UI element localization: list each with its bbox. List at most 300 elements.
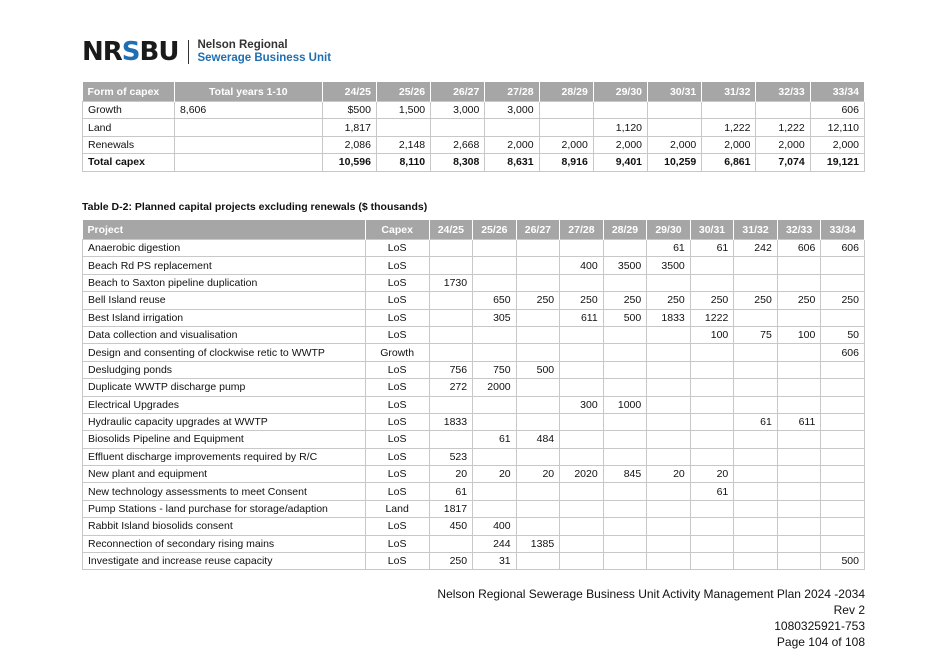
table-cell: 305 (473, 309, 517, 326)
project-row (83, 466, 865, 483)
table-cell (734, 379, 778, 396)
table-cell (516, 500, 560, 517)
table-cell (560, 431, 604, 448)
table-cell (431, 119, 485, 136)
project-row (83, 240, 865, 257)
table-cell: 250 (690, 292, 734, 309)
column-header: 24/25 (429, 220, 473, 240)
table-cell (560, 553, 604, 570)
table-cell (560, 448, 604, 465)
column-header: 28/29 (603, 220, 647, 240)
table-cell: LoS (365, 413, 429, 430)
table-cell: Hydraulic capacity upgrades at WWTP (83, 413, 366, 430)
table-cell: Growth (365, 344, 429, 361)
table-cell: Reconnection of secondary rising mains (83, 535, 366, 552)
table-cell: Effluent discharge improvements required by R/C (83, 448, 366, 465)
table-cell: LoS (365, 553, 429, 570)
table-cell: 450 (429, 518, 473, 535)
table-cell: 1000 (603, 396, 647, 413)
table-cell: LoS (365, 274, 429, 291)
capex-row (83, 136, 865, 153)
table-cell: 8,606 (174, 102, 322, 119)
table-cell (516, 379, 560, 396)
column-header: 26/27 (431, 82, 485, 102)
table-cell: 61 (473, 431, 517, 448)
column-header: Form of capex (83, 82, 175, 102)
table-cell (539, 102, 593, 119)
table-cell: 400 (473, 518, 517, 535)
table-cell (690, 396, 734, 413)
table-cell (821, 466, 865, 483)
table-cell: 2,000 (756, 136, 810, 153)
table-cell: 10,259 (648, 154, 702, 171)
project-row (83, 553, 865, 570)
table-cell: 244 (473, 535, 517, 552)
capex-row (83, 119, 865, 136)
project-row (83, 361, 865, 378)
table-cell (777, 553, 821, 570)
table-cell (429, 396, 473, 413)
projects-table-body (83, 240, 865, 570)
table-cell: Renewals (83, 136, 175, 153)
table-cell: 61 (647, 240, 691, 257)
table-cell: Investigate and increase reuse capacity (83, 553, 366, 570)
table-cell (777, 535, 821, 552)
table-cell: 31 (473, 553, 517, 570)
table-cell: 8,916 (539, 154, 593, 171)
table-cell (603, 361, 647, 378)
table-cell (560, 361, 604, 378)
table-cell: 750 (473, 361, 517, 378)
table-cell (603, 344, 647, 361)
table-cell (593, 102, 647, 119)
project-row (83, 292, 865, 309)
project-row (83, 274, 865, 291)
table-cell (821, 518, 865, 535)
table-cell (473, 326, 517, 343)
table-cell (429, 326, 473, 343)
column-header: 29/30 (593, 82, 647, 102)
table-cell (647, 361, 691, 378)
table-cell (777, 466, 821, 483)
project-row (83, 309, 865, 326)
table-cell (821, 309, 865, 326)
table-cell: 500 (516, 361, 560, 378)
table-cell: 250 (603, 292, 647, 309)
table-cell: 250 (560, 292, 604, 309)
table-cell (603, 431, 647, 448)
project-row (83, 518, 865, 535)
table-cell: 272 (429, 379, 473, 396)
table-cell (690, 431, 734, 448)
table-cell: LoS (365, 535, 429, 552)
column-header: 27/28 (485, 82, 539, 102)
table-cell (603, 518, 647, 535)
table-cell: 400 (560, 257, 604, 274)
table-cell: LoS (365, 448, 429, 465)
table-cell (690, 361, 734, 378)
table-cell (734, 431, 778, 448)
table-cell (734, 274, 778, 291)
table-cell (516, 413, 560, 430)
table-cell (603, 483, 647, 500)
table-cell (690, 518, 734, 535)
table-cell (648, 119, 702, 136)
table-cell (647, 535, 691, 552)
table-cell: 250 (734, 292, 778, 309)
table-cell (560, 500, 604, 517)
table-cell: 61 (690, 240, 734, 257)
table-cell (603, 274, 647, 291)
table-cell (516, 518, 560, 535)
table-cell (603, 379, 647, 396)
capex-table-body (83, 102, 865, 172)
table-cell (473, 344, 517, 361)
table-cell (821, 396, 865, 413)
table-cell (734, 396, 778, 413)
table-cell (603, 413, 647, 430)
table-cell: 8,308 (431, 154, 485, 171)
table-cell (734, 344, 778, 361)
table-cell: 1,120 (593, 119, 647, 136)
table-cell (821, 535, 865, 552)
project-row (83, 431, 865, 448)
column-header: 33/34 (821, 220, 865, 240)
table-cell: 8,110 (376, 154, 430, 171)
table-cell (690, 413, 734, 430)
column-header: 30/31 (690, 220, 734, 240)
table-cell (603, 240, 647, 257)
table-cell: Desludging ponds (83, 361, 366, 378)
project-row (83, 483, 865, 500)
table-cell: 250 (516, 292, 560, 309)
column-header: 30/31 (648, 82, 702, 102)
table-cell (702, 102, 756, 119)
table-cell (603, 326, 647, 343)
table-cell (690, 535, 734, 552)
table-cell (821, 500, 865, 517)
table-cell (647, 413, 691, 430)
table-cell (777, 500, 821, 517)
table-cell: 606 (810, 102, 864, 119)
table-cell (429, 344, 473, 361)
table-cell (560, 379, 604, 396)
column-header: 24/25 (322, 82, 376, 102)
table-cell: LoS (365, 483, 429, 500)
logo-text (197, 39, 331, 65)
table-cell (560, 483, 604, 500)
table-cell (539, 119, 593, 136)
table-cell: Total capex (83, 154, 175, 171)
table-cell: Anaerobic digestion (83, 240, 366, 257)
table-cell (647, 344, 691, 361)
table-cell: 7,074 (756, 154, 810, 171)
table-cell (777, 274, 821, 291)
table-cell: 1,222 (702, 119, 756, 136)
table-cell (777, 518, 821, 535)
project-row (83, 326, 865, 343)
table-cell: 2000 (473, 379, 517, 396)
table-cell (473, 413, 517, 430)
table-cell: Land (83, 119, 175, 136)
table-cell: Electrical Upgrades (83, 396, 366, 413)
table-cell: 1,817 (322, 119, 376, 136)
table-cell: Beach to Saxton pipeline duplication (83, 274, 366, 291)
table-cell (647, 553, 691, 570)
table-cell: 2,148 (376, 136, 430, 153)
table-cell: 2,000 (702, 136, 756, 153)
table-cell: 1730 (429, 274, 473, 291)
table-cell: 9,401 (593, 154, 647, 171)
table-cell: 1222 (690, 309, 734, 326)
table-cell (429, 240, 473, 257)
table-cell (821, 413, 865, 430)
table-cell: New plant and equipment (83, 466, 366, 483)
table-cell (560, 274, 604, 291)
table-cell (690, 553, 734, 570)
table-cell (734, 466, 778, 483)
table-cell: 606 (821, 240, 865, 257)
table-cell: 1,222 (756, 119, 810, 136)
table-cell (560, 413, 604, 430)
table-cell: 1,500 (376, 102, 430, 119)
table-cell (516, 274, 560, 291)
table-cell (516, 396, 560, 413)
table-cell: Growth (83, 102, 175, 119)
table-cell (647, 518, 691, 535)
footer-doc-id: 1080325921-753 (774, 619, 865, 633)
footer-title: Nelson Regional Sewerage Business Unit Activity Management Plan 2024 -2034 (437, 587, 865, 601)
table-cell (690, 379, 734, 396)
table-cell (777, 379, 821, 396)
table-cell: 3,000 (485, 102, 539, 119)
table-cell: 61 (734, 413, 778, 430)
table-cell (777, 309, 821, 326)
table-cell: LoS (365, 466, 429, 483)
table-cell: 100 (690, 326, 734, 343)
table-cell: 2,000 (648, 136, 702, 153)
table-cell: LoS (365, 431, 429, 448)
table-cell: 20 (516, 466, 560, 483)
table-cell: LoS (365, 240, 429, 257)
table-cell: 250 (821, 292, 865, 309)
table-cell (647, 500, 691, 517)
table-cell: LoS (365, 361, 429, 378)
table-cell: Data collection and visualisation (83, 326, 366, 343)
table-cell: $500 (322, 102, 376, 119)
table-cell: LoS (365, 309, 429, 326)
table-cell: 606 (777, 240, 821, 257)
table-cell (473, 274, 517, 291)
table-cell: 2,086 (322, 136, 376, 153)
table-cell: 61 (690, 483, 734, 500)
table-cell: 50 (821, 326, 865, 343)
table-cell: Best Island irrigation (83, 309, 366, 326)
table-cell (429, 535, 473, 552)
project-row (83, 257, 865, 274)
project-row (83, 379, 865, 396)
table-cell: 3500 (647, 257, 691, 274)
table-cell (690, 344, 734, 361)
table-cell (821, 257, 865, 274)
table-cell: 484 (516, 431, 560, 448)
table-cell (516, 240, 560, 257)
table-cell: Biosolids Pipeline and Equipment (83, 431, 366, 448)
table-cell (376, 119, 430, 136)
table-cell: 250 (777, 292, 821, 309)
table-cell (690, 274, 734, 291)
table-cell (821, 448, 865, 465)
table-cell: 1385 (516, 535, 560, 552)
logo-divider (188, 40, 189, 64)
table-cell (777, 257, 821, 274)
capex-table (82, 82, 865, 172)
column-header: Total years 1-10 (174, 82, 322, 102)
table-cell: 20 (473, 466, 517, 483)
column-header: 25/26 (473, 220, 517, 240)
table-cell (647, 274, 691, 291)
table-cell: 500 (603, 309, 647, 326)
table-cell (777, 483, 821, 500)
table-cell: LoS (365, 518, 429, 535)
table-cell (429, 292, 473, 309)
table-cell: 756 (429, 361, 473, 378)
table-cell (734, 518, 778, 535)
table-cell: LoS (365, 257, 429, 274)
table-cell (777, 396, 821, 413)
table-cell (473, 240, 517, 257)
table-cell: 611 (560, 309, 604, 326)
table-caption: Table D-2: Planned capital projects excluding renewals ($ thousands) (82, 201, 428, 213)
table-cell: 75 (734, 326, 778, 343)
footer-revision: Rev 2 (833, 603, 865, 617)
table-cell (821, 431, 865, 448)
table-cell (777, 448, 821, 465)
table-cell (647, 431, 691, 448)
table-cell: LoS (365, 379, 429, 396)
table-cell: 650 (473, 292, 517, 309)
page-footer (437, 586, 865, 650)
table-cell: 500 (821, 553, 865, 570)
column-header: 31/32 (702, 82, 756, 102)
table-cell: 2020 (560, 466, 604, 483)
table-cell (516, 483, 560, 500)
table-cell (603, 500, 647, 517)
table-cell (734, 257, 778, 274)
capex-header-row (83, 82, 865, 102)
table-cell (174, 136, 322, 153)
table-cell: LoS (365, 326, 429, 343)
table-cell (647, 483, 691, 500)
table-cell: 1817 (429, 500, 473, 517)
table-cell: Design and consenting of clockwise retic to WWTP (83, 344, 366, 361)
table-cell: Rabbit Island biosolids consent (83, 518, 366, 535)
table-cell (821, 483, 865, 500)
table-cell (516, 448, 560, 465)
column-header: 26/27 (516, 220, 560, 240)
table-cell (756, 102, 810, 119)
table-cell (690, 448, 734, 465)
table-cell (429, 257, 473, 274)
table-cell (429, 431, 473, 448)
table-cell (473, 257, 517, 274)
table-cell (690, 257, 734, 274)
table-cell (603, 448, 647, 465)
table-cell (516, 326, 560, 343)
project-row (83, 396, 865, 413)
table-cell: 8,631 (485, 154, 539, 171)
table-cell (603, 535, 647, 552)
column-header: Capex (365, 220, 429, 240)
table-cell (174, 154, 322, 171)
table-cell (473, 483, 517, 500)
table-cell (560, 344, 604, 361)
table-cell: Land (365, 500, 429, 517)
logo-line-1: Nelson Regional (197, 39, 288, 51)
table-cell (560, 518, 604, 535)
table-cell: 2,668 (431, 136, 485, 153)
table-cell (821, 361, 865, 378)
project-row (83, 413, 865, 430)
table-cell (777, 344, 821, 361)
capex-total-row (83, 154, 865, 171)
table-cell: New technology assessments to meet Consent (83, 483, 366, 500)
table-cell: 61 (429, 483, 473, 500)
logo-line-2: Sewerage Business Unit (197, 52, 332, 64)
table-cell: 3500 (603, 257, 647, 274)
projects-table (82, 220, 865, 570)
table-cell (734, 535, 778, 552)
table-cell: Duplicate WWTP discharge pump (83, 379, 366, 396)
table-cell: 3,000 (431, 102, 485, 119)
table-cell: Bell Island reuse (83, 292, 366, 309)
table-cell (516, 257, 560, 274)
table-cell: 845 (603, 466, 647, 483)
table-cell: 20 (429, 466, 473, 483)
project-row (83, 448, 865, 465)
table-cell: 2,000 (485, 136, 539, 153)
table-cell (603, 553, 647, 570)
table-cell (647, 448, 691, 465)
table-cell (473, 448, 517, 465)
table-cell (473, 396, 517, 413)
table-cell: 242 (734, 240, 778, 257)
table-cell (560, 535, 604, 552)
table-cell (174, 119, 322, 136)
table-cell: 2,000 (593, 136, 647, 153)
table-cell (516, 553, 560, 570)
capex-row (83, 102, 865, 119)
table-cell: 606 (821, 344, 865, 361)
table-cell (734, 448, 778, 465)
table-cell (648, 102, 702, 119)
table-cell (777, 431, 821, 448)
column-header: 28/29 (539, 82, 593, 102)
column-header: 31/32 (734, 220, 778, 240)
table-cell (734, 361, 778, 378)
table-cell (560, 240, 604, 257)
table-cell: 20 (690, 466, 734, 483)
projects-header-row (83, 220, 865, 240)
table-cell: 523 (429, 448, 473, 465)
table-cell: 19,121 (810, 154, 864, 171)
table-cell: 2,000 (810, 136, 864, 153)
footer-page-number: Page 104 of 108 (776, 635, 865, 649)
column-header: 27/28 (560, 220, 604, 240)
table-cell: 100 (777, 326, 821, 343)
table-cell (516, 344, 560, 361)
table-cell: 12,110 (810, 119, 864, 136)
